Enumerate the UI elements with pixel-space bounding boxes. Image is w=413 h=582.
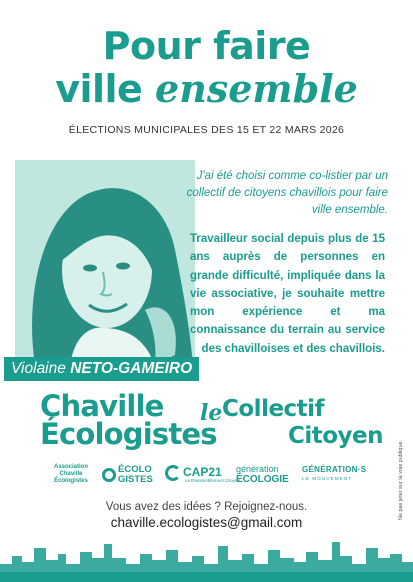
call-to-action: Vous avez des idées ? Rejoignez-nous. bbox=[105, 501, 308, 513]
candidate-name-tag bbox=[4, 357, 199, 381]
title-line-2-plain: ville bbox=[55, 67, 156, 111]
logo-ce-line-2: Écologistes bbox=[40, 417, 217, 451]
legal-note: Ne pas jeter sur la voie publique. bbox=[398, 439, 404, 520]
chaville-ecologistes-logo bbox=[40, 389, 217, 451]
partner-cap21 bbox=[165, 465, 240, 483]
logo-cc-line-1: Collectif bbox=[222, 396, 325, 422]
partner-ecologistes-line-2: GISTES bbox=[118, 474, 153, 485]
title-line-1: Pour faire bbox=[102, 24, 311, 68]
partner-generations-label: GÉNÉRATION·S bbox=[302, 465, 367, 474]
partner-ge-line-2: ÉCOLOGIE bbox=[236, 474, 289, 485]
partner-ecologistes bbox=[102, 465, 153, 485]
candidate-bio: Travailleur social depuis plus de 15 ans auprès de personnes en grande difficulté, impliquée dans la vie associative, je souhaite mettre mon expérience et ma connaissance du terrain au service des chavilloises et des chavillois. bbox=[190, 233, 385, 355]
logo-ce-line-1: Chaville bbox=[40, 389, 164, 423]
title-line-2 bbox=[0, 66, 413, 112]
partner-ecologistes-line-1: ÉCOLO bbox=[118, 464, 152, 475]
city-skyline-illustration bbox=[0, 534, 413, 582]
candidate-intro: J'ai été choisi comme co-listier par un collectif de citoyens chavillois pour faire ville ensemble. bbox=[186, 170, 388, 216]
partner-generation-ecologie bbox=[236, 464, 289, 485]
partner-generations-sub: LE MOUVEMENT bbox=[302, 476, 353, 481]
partner-association-ce: Association Chaville Écologistes bbox=[53, 464, 88, 484]
candidate-last-name: NETO-GAMEIRO bbox=[70, 360, 193, 377]
title-line-2-script: ensemble bbox=[155, 66, 358, 111]
partner-cap21-sub: Le Rassemblement Citoyen bbox=[185, 478, 241, 483]
election-subtitle: ÉLECTIONS MUNICIPALES DES 15 ET 22 MARS 2026 bbox=[68, 124, 345, 136]
partner-cap21-label: CAP21 bbox=[183, 465, 222, 480]
cap21-ring-icon bbox=[165, 465, 181, 481]
logo-cc-line-2: Citoyen bbox=[288, 423, 384, 449]
ecologistes-ring-icon bbox=[102, 468, 116, 482]
contact-email[interactable]: chaville.ecologistes@gmail.com bbox=[110, 515, 303, 530]
partner-generations bbox=[302, 465, 366, 483]
candidate-first-name: Violaine bbox=[11, 360, 71, 377]
logo-cc-le: le bbox=[200, 400, 223, 426]
partner-logos bbox=[0, 462, 413, 492]
partner-ge-line-1: génération bbox=[236, 464, 279, 474]
